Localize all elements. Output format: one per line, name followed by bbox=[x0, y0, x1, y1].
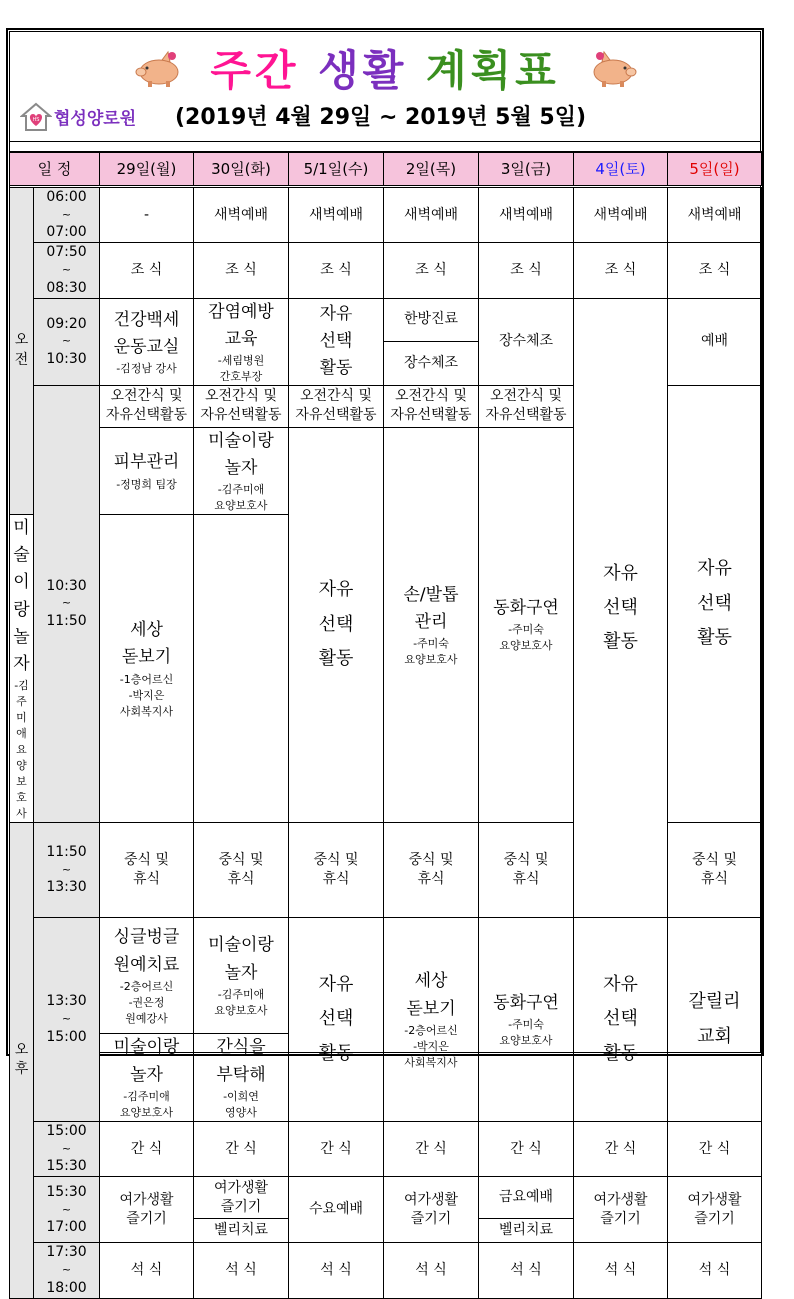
activity-cell: 석 식 bbox=[668, 1243, 762, 1298]
title-part-3: 계획표 bbox=[425, 46, 560, 95]
header-row bbox=[10, 152, 762, 187]
time-slot: 07:50 ~ 08:30 bbox=[34, 243, 100, 298]
activity-cell: 오전간식 및 자유선택활동 bbox=[384, 385, 479, 427]
org-name: 협성양로원 bbox=[54, 109, 137, 129]
table-row bbox=[10, 243, 762, 298]
period-label: 오 bbox=[14, 1041, 29, 1058]
activity-cell: 새벽예배 bbox=[574, 187, 668, 243]
col-header-day: 3일(금) bbox=[479, 152, 574, 187]
activity-cell: 조 식 bbox=[574, 243, 668, 298]
activity-cell: 새벽예배 bbox=[479, 187, 574, 243]
activity-cell: 장수체조 bbox=[479, 298, 574, 385]
activity-cell: 여가생활 즐기기 bbox=[194, 1177, 289, 1219]
activity-cell: 오전간식 및 자유선택활동 bbox=[479, 385, 574, 427]
activity-cell: 석 식 bbox=[479, 1243, 574, 1298]
activity-cell: 미술이랑 놀자 -김주미애 요양보호사 bbox=[194, 427, 289, 514]
activity-cell: - bbox=[100, 187, 194, 243]
activity-cell: 새벽예배 bbox=[384, 187, 479, 243]
activity-cell: 동화구연 -주미숙 요양보호사 bbox=[479, 427, 574, 822]
pig-icon bbox=[590, 48, 640, 88]
activity-cell: 미술이랑 놀자 -김주미애 요양보호사 bbox=[10, 515, 34, 823]
activity-cell: 여가생활 즐기기 bbox=[574, 1177, 668, 1243]
activity-cell: 조 식 bbox=[668, 243, 762, 298]
activity-cell: 조 식 bbox=[289, 243, 384, 298]
activity-cell: 중식 및 휴식 bbox=[100, 822, 194, 917]
header bbox=[10, 32, 760, 150]
logo-mark: HS bbox=[32, 117, 40, 123]
activity-cell: 자유 선택 활동 bbox=[289, 918, 384, 1122]
table-row bbox=[10, 298, 762, 342]
activity-cell: 석 식 bbox=[194, 1243, 289, 1298]
activity-cell: 간 식 bbox=[194, 1122, 289, 1177]
activity-cell: 건강백세 운동교실 -김정남 강사 bbox=[100, 298, 194, 385]
title-part-1: 주간 bbox=[210, 46, 300, 95]
col-header-schedule: 일 정 bbox=[10, 152, 100, 187]
activity-cell: 중식 및 휴식 bbox=[289, 822, 384, 917]
activity-cell: 조 식 bbox=[479, 243, 574, 298]
table-row bbox=[10, 1122, 762, 1177]
activity-cell: 간 식 bbox=[100, 1122, 194, 1177]
activity-cell: 중식 및 휴식 bbox=[668, 822, 762, 917]
activity-cell: 석 식 bbox=[100, 1243, 194, 1298]
col-header-day: 30일(화) bbox=[194, 152, 289, 187]
schedule-table bbox=[9, 151, 762, 1299]
schedule-period: (2019년 4월 29일 ~ 2019년 5월 5일) bbox=[175, 105, 587, 130]
time-slot: 10:30 ~ 11:50 bbox=[34, 385, 100, 822]
activity-cell: 간 식 bbox=[289, 1122, 384, 1177]
activity-cell: 조 식 bbox=[384, 243, 479, 298]
activity-cell: 자유 선택 활동 bbox=[289, 427, 384, 822]
activity-cell: 간 식 bbox=[384, 1122, 479, 1177]
activity-cell: 석 식 bbox=[384, 1243, 479, 1298]
activity-cell: 벨리치료 bbox=[194, 1219, 289, 1243]
activity-cell: 수요예배 bbox=[289, 1177, 384, 1243]
activity-cell: 오전간식 및 자유선택활동 bbox=[100, 385, 194, 427]
activity-cell: 간 식 bbox=[668, 1122, 762, 1177]
org-logo-icon bbox=[20, 102, 52, 132]
activity-cell: 장수체조 bbox=[384, 342, 479, 386]
activity-cell: 예배 bbox=[668, 298, 762, 385]
period-pm bbox=[10, 822, 34, 1298]
activity-cell: 간 식 bbox=[479, 1122, 574, 1177]
time-slot: 09:20 ~ 10:30 bbox=[34, 298, 100, 385]
activity-cell: 오전간식 및 자유선택활동 bbox=[194, 385, 289, 427]
activity-cell: 감염예방 교육 -세림병원 간호부장 bbox=[194, 298, 289, 385]
time-slot: 15:00 ~ 15:30 bbox=[34, 1122, 100, 1177]
col-header-day: 29일(월) bbox=[100, 152, 194, 187]
activity-cell: 석 식 bbox=[289, 1243, 384, 1298]
table-row bbox=[10, 918, 762, 1034]
activity-cell: 피부관리 -정명희 팀장 bbox=[100, 427, 194, 514]
col-header-day: 5/1일(수) bbox=[289, 152, 384, 187]
activity-cell: 간 식 bbox=[574, 1122, 668, 1177]
period-label: 오 bbox=[14, 332, 29, 349]
col-header-day: 2일(목) bbox=[384, 152, 479, 187]
activity-cell: 미술이랑 놀자 -김주미애 요양보호사 bbox=[100, 1034, 194, 1122]
activity-cell: 싱글벙글 원예치료 -2층어르신 -권은정 원예강사 bbox=[100, 918, 194, 1034]
col-header-saturday: 4일(토) bbox=[574, 152, 668, 187]
activity-cell-saturday-free: 자유 선택 활동 bbox=[574, 298, 668, 918]
title-part-2: 생활 bbox=[318, 46, 408, 95]
activity-cell: 동화구연 -주미숙 요양보호사 bbox=[479, 918, 574, 1122]
table-row bbox=[10, 187, 762, 243]
activity-cell: 자유 선택 활동 bbox=[574, 918, 668, 1122]
page-title bbox=[10, 38, 760, 98]
time-slot: 13:30 ~ 15:00 bbox=[34, 918, 100, 1122]
activity-cell: 조 식 bbox=[100, 243, 194, 298]
activity-cell: 오전간식 및 자유선택활동 bbox=[289, 385, 384, 427]
activity-cell: 석 식 bbox=[574, 1243, 668, 1298]
activity-cell: 여가생활 즐기기 bbox=[100, 1177, 194, 1243]
table-row bbox=[10, 1177, 762, 1219]
activity-cell: 한방진료 bbox=[384, 298, 479, 342]
period-label: 후 bbox=[14, 1061, 29, 1078]
time-slot: 15:30 ~ 17:00 bbox=[34, 1177, 100, 1243]
divider bbox=[9, 141, 761, 142]
activity-cell: 미술이랑 놀자 -김주미애 요양보호사 bbox=[194, 918, 289, 1034]
time-slot: 11:50 ~ 13:30 bbox=[34, 822, 100, 917]
activity-cell: 간식을 부탁해 -이희연 영양사 bbox=[194, 1034, 289, 1122]
activity-cell: 여가생활 즐기기 bbox=[668, 1177, 762, 1243]
activity-cell: 새벽예배 bbox=[289, 187, 384, 243]
activity-cell: 중식 및 휴식 bbox=[479, 822, 574, 917]
activity-cell: 새벽예배 bbox=[194, 187, 289, 243]
activity-cell: 중식 및 휴식 bbox=[194, 822, 289, 917]
activity-cell: 여가생활 즐기기 bbox=[384, 1177, 479, 1243]
time-slot: 06:00 ~ 07:00 bbox=[34, 187, 100, 243]
activity-cell: 세상 돋보기 -1층어르신 -박지은 사회복지사 bbox=[100, 515, 194, 823]
activity-cell: 갈릴리 교회 bbox=[668, 918, 762, 1122]
table-row bbox=[10, 1243, 762, 1298]
activity-cell: 세상 돋보기 -2층어르신 -박지은 사회복지사 bbox=[384, 918, 479, 1122]
activity-cell: 조 식 bbox=[194, 243, 289, 298]
activity-cell: 자유 선택 활동 bbox=[289, 298, 384, 385]
period-label: 전 bbox=[14, 352, 29, 369]
activity-cell: 새벽예배 bbox=[668, 187, 762, 243]
activity-cell: 자유 선택 활동 bbox=[668, 385, 762, 822]
col-header-sunday: 5일(일) bbox=[668, 152, 762, 187]
activity-cell: 금요예배 bbox=[479, 1177, 574, 1219]
time-slot: 17:30 ~ 18:00 bbox=[34, 1243, 100, 1298]
activity-cell: 중식 및 휴식 bbox=[384, 822, 479, 917]
activity-cell: 손/발톱 관리 -주미숙 요양보호사 bbox=[384, 427, 479, 822]
activity-cell: 벨리치료 bbox=[479, 1219, 574, 1243]
period-am bbox=[10, 187, 34, 515]
